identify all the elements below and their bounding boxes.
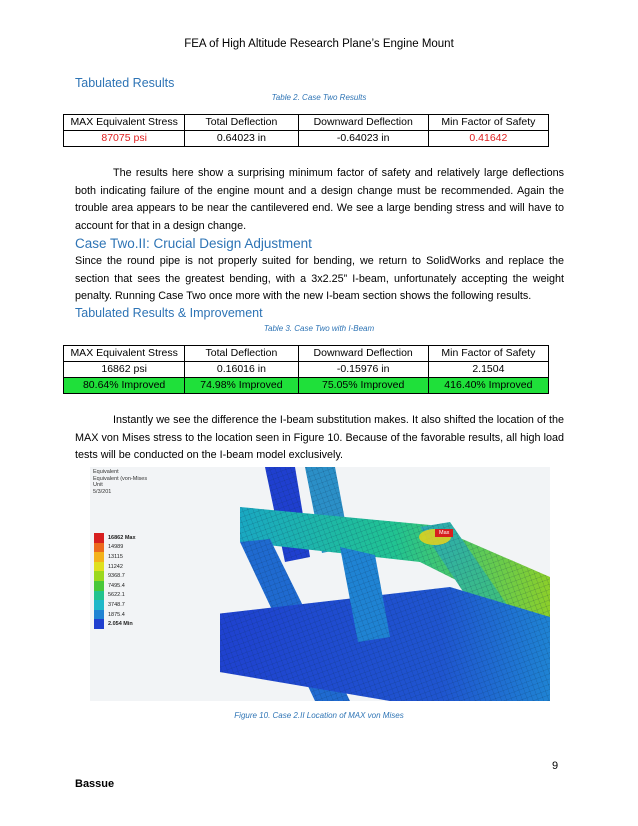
legend-label: 13115 [108, 553, 123, 560]
table-3 [63, 345, 549, 394]
table-cell-max-stress: 87075 psi [64, 131, 185, 147]
fea-title-line: Equivalent (von-Mises [93, 475, 148, 482]
table-header-cell: Downward Deflection [298, 346, 428, 362]
table-row [64, 362, 549, 378]
fea-title-block [93, 469, 147, 495]
legend-label: 1875.4 [108, 611, 125, 618]
table-2 [63, 114, 549, 147]
table-row [64, 378, 549, 394]
legend-label: 3748.7 [108, 601, 125, 608]
legend-swatch [94, 533, 104, 543]
figure-10 [90, 467, 550, 701]
table-2-caption: Table 2. Case Two Results [271, 93, 367, 102]
figure-10-caption: Figure 10. Case 2.II Location of MAX von Mises [234, 711, 404, 720]
table-header-cell: Total Deflection [185, 115, 298, 131]
running-header: FEA of High Altitude Research Plane’s Engine Mount [184, 38, 454, 50]
table-cell-max-stress: 16862 psi [64, 362, 185, 378]
table-cell-fos-improvement: 416.40% Improved [428, 378, 548, 394]
table-header-cell: MAX Equivalent Stress [64, 115, 185, 131]
legend-swatch [94, 571, 104, 581]
table-cell-downward-deflection: -0.15976 in [298, 362, 428, 378]
table-cell-stress-improvement: 80.64% Improved [64, 378, 185, 394]
table-header-cell: MAX Equivalent Stress [64, 346, 185, 362]
legend-entry [94, 571, 164, 581]
table-cell-min-fos: 0.41642 [428, 131, 548, 147]
legend-entry [94, 552, 164, 562]
fea-title-line: 5/3/201 [93, 488, 112, 495]
paragraph-instantly: Instantly we see the difference the I-beam substitution makes. It also shifted the location of the MAX von Mises stress to the location seen in Figure 10. Because of the favorable results, all high load tests will be conducted on the I-beam model exclusively. [75, 414, 564, 461]
table-row [64, 346, 549, 362]
table-cell-total-deflection: 0.16016 in [185, 362, 298, 378]
stress-legend [94, 533, 164, 629]
legend-label: 7495.4 [108, 582, 125, 589]
legend-entry [94, 610, 164, 620]
legend-swatch [94, 610, 104, 620]
paragraph-results: The results here show a surprising minimum factor of safety and relatively large deflections both indicating failure of the engine mount and a design change must be recommended. Again the trouble area appears to be near the cantilevered end. We see a large bending stress and will have to account for that in a design change. [75, 167, 564, 232]
fea-title-line: Equivalent [93, 469, 119, 475]
legend-swatch [94, 581, 104, 591]
max-stress-tag: Max [435, 529, 453, 537]
legend-label: 5622.1 [108, 592, 125, 599]
table-cell-downward-deflection: -0.64023 in [298, 131, 428, 147]
section-heading-tabulated-improvement: Tabulated Results & Improvement [75, 306, 263, 320]
section-heading-design-adjustment: Case Two.II: Crucial Design Adjustment [75, 236, 312, 251]
legend-swatch [94, 543, 104, 553]
legend-entry [94, 581, 164, 591]
table-header-cell: Total Deflection [185, 346, 298, 362]
legend-label: 9368.7 [108, 573, 125, 580]
legend-entry [94, 533, 164, 543]
table-header-cell: Min Factor of Safety [428, 115, 548, 131]
paragraph-design-adjustment: Since the round pipe is not properly suited for bending, we return to SolidWorks and replace the section that sees the greatest bending, with a 3x2.25” I-beam, unfortunately accepting the weight penalty. Running Case Two once more with the new I-beam section shows the following results. [75, 255, 564, 302]
legend-swatch [94, 619, 104, 629]
legend-swatch [94, 552, 104, 562]
legend-label: 16862 Max [108, 534, 136, 541]
author-name: Bassue [75, 778, 115, 790]
legend-entry [94, 619, 164, 629]
page-number: 9 [552, 760, 559, 772]
legend-label: 11242 [108, 563, 123, 570]
table-row [64, 131, 549, 147]
table-header-cell: Min Factor of Safety [428, 346, 548, 362]
legend-swatch [94, 600, 104, 610]
section-heading-tabulated-results: Tabulated Results [75, 76, 175, 90]
fea-title-line: Unit [93, 482, 103, 488]
legend-entry [94, 543, 164, 553]
legend-label: 2.054 Min [108, 621, 133, 628]
legend-swatch [94, 591, 104, 601]
table-row [64, 115, 549, 131]
legend-entry [94, 591, 164, 601]
legend-entry [94, 600, 164, 610]
table-header-cell: Downward Deflection [298, 115, 428, 131]
table-cell-downward-deflection-improvement: 75.05% Improved [298, 378, 428, 394]
table-cell-min-fos: 2.1504 [428, 362, 548, 378]
table-3-caption: Table 3. Case Two with I-Beam [263, 324, 375, 333]
table-cell-total-deflection-improvement: 74.98% Improved [185, 378, 298, 394]
legend-label: 14989 [108, 544, 124, 551]
legend-swatch [94, 562, 104, 572]
table-cell-total-deflection: 0.64023 in [185, 131, 298, 147]
legend-entry [94, 562, 164, 572]
